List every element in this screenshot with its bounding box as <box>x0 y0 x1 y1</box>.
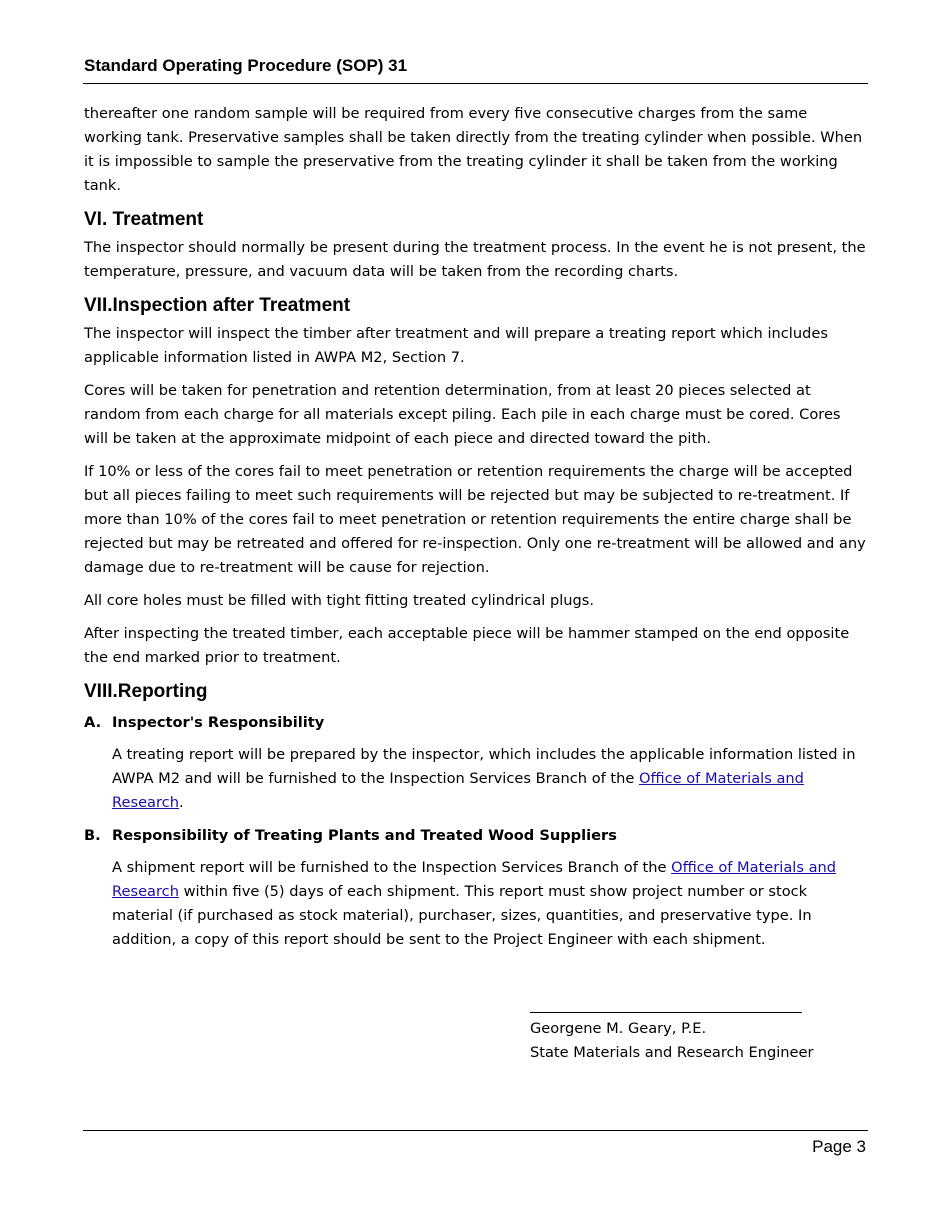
signature-block <box>530 994 813 1065</box>
subsection-title: Inspector's Responsibility <box>112 714 325 731</box>
section-heading-reporting: VIII.Reporting <box>84 681 208 702</box>
header-divider <box>83 83 868 84</box>
inspector-responsibility-paragraph <box>112 743 868 815</box>
inspection-paragraph-2: Cores will be taken for penetration and retention determination, from at least 20 pieces selected at random from each charge for all materials except piling. Each pile in each charge must be cored. Cores will be taken at the approximate midpoint of each piece and directed toward the pith. <box>84 382 841 447</box>
subsection-title: Responsibility of Treating Plants and Treated Wood Suppliers <box>112 827 617 844</box>
subsection-letter: A. <box>84 714 102 731</box>
subsection-letter: B. <box>84 827 101 844</box>
inspection-paragraph-4: All core holes must be filled with tight fitting treated cylindrical plugs. <box>84 592 595 609</box>
paragraph-text: within five (5) days of each shipment. This report must show project number or stock material (if purchased as stock material), purchaser, sizes, quantities, and preservative type. In addition, a copy of this report should be sent to the Project Engineer with each shipment. <box>112 883 812 948</box>
office-materials-research-link[interactable]: Office of Materials and Research <box>112 770 804 811</box>
subsection-heading-suppliers <box>84 824 868 848</box>
inspection-paragraph-1: The inspector will inspect the timber after treatment and will prepare a treating report which includes applicable information listed in AWPA M2, Section 7. <box>84 325 828 366</box>
intro-paragraph: thereafter one random sample will be required from every five consecutive charges from the same working tank. Preservative samples shall be taken directly from the treating cylinder when possible. When it is impossible to sample the preservative from the treating cylinder it shall be taken from the working tank. <box>84 105 863 194</box>
subsection-heading-inspector <box>84 711 868 735</box>
supplier-responsibility-paragraph <box>112 856 868 952</box>
page-number: Page 3 <box>812 1137 866 1156</box>
inspection-paragraph-5: After inspecting the treated timber, each acceptable piece will be hammer stamped on the end opposite the end marked prior to treatment. <box>84 625 850 666</box>
paragraph-text: A treating report will be prepared by the inspector, which includes the applicable information listed in AWPA M2 and will be furnished to the Inspection Services Branch of the <box>112 746 856 787</box>
footer-divider <box>83 1130 868 1131</box>
treatment-paragraph: The inspector should normally be present during the treatment process. In the event he is not present, the temperature, pressure, and vacuum data will be taken from the recording charts. <box>84 239 866 280</box>
signatory-title: State Materials and Research Engineer <box>530 1044 814 1061</box>
paragraph-text: . <box>178 794 184 811</box>
section-heading-inspection: VII.Inspection after Treatment <box>84 295 351 316</box>
inspection-paragraph-3: If 10% or less of the cores fail to meet penetration or retention requirements the charge will be accepted but all pieces failing to meet such requirements will be rejected but may be subjected to re-treatment. If more than 10% of the cores fail to meet penetration or retention requirements the entire charge shall be rejected but may be retreated and offered for re-inspection. Only one re-treatment will be allowed and any damage due to re-treatment will be cause for rejection. <box>84 463 866 576</box>
section-heading-treatment: VI. Treatment <box>84 209 204 230</box>
signatory-name: Georgene M. Geary, P.E. <box>530 1020 707 1037</box>
document-body <box>84 102 868 961</box>
document-header-title: Standard Operating Procedure (SOP) 31 <box>84 56 408 75</box>
office-materials-research-link[interactable]: Office of Materials and Research <box>112 859 837 900</box>
paragraph-text: A shipment report will be furnished to the Inspection Services Branch of the <box>112 859 672 876</box>
signature-line <box>530 1012 802 1013</box>
